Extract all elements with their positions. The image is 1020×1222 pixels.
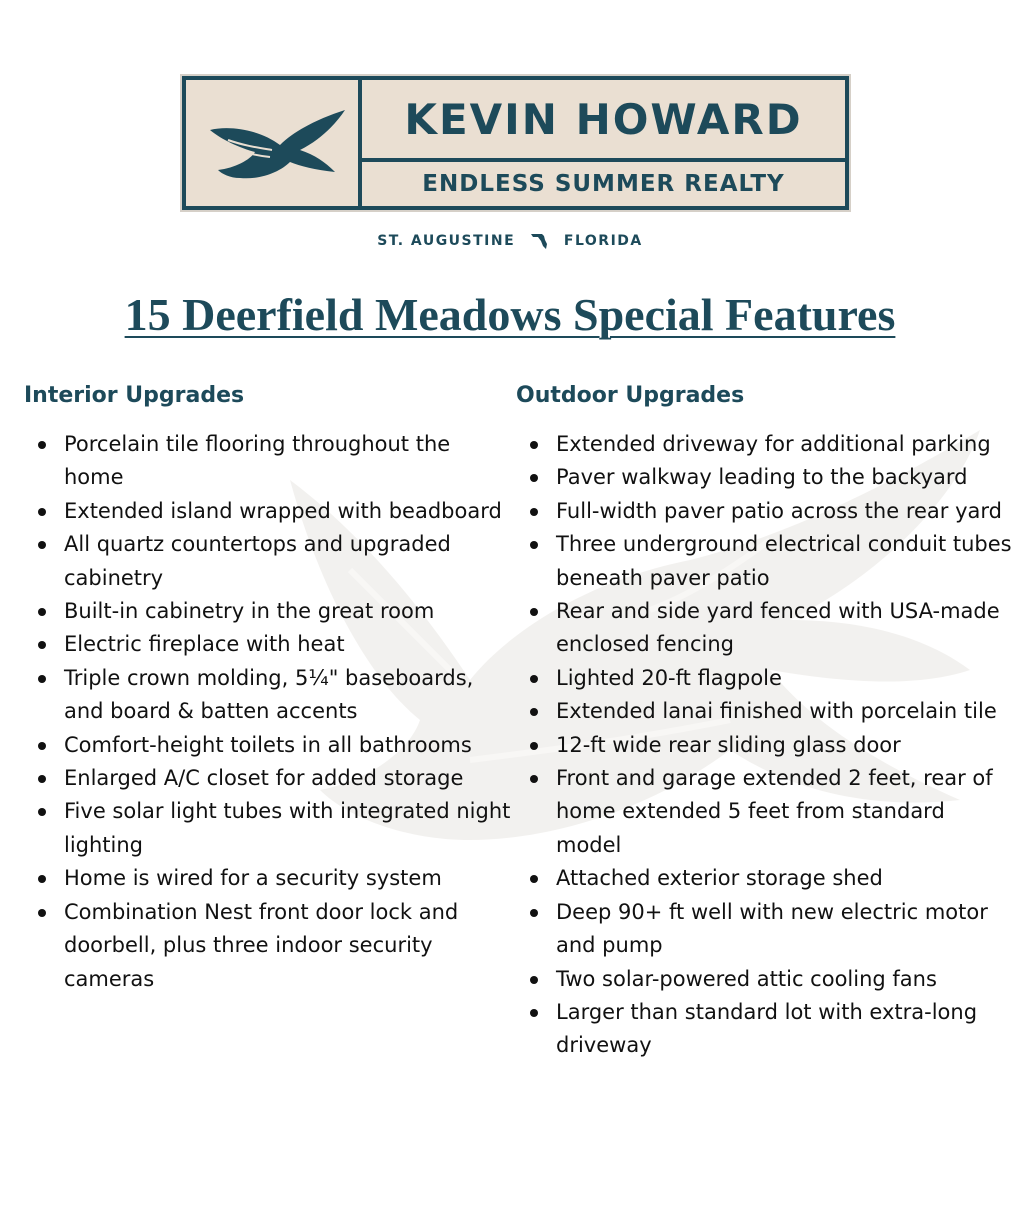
list-item-text: Front and garage extended 2 feet, rear of home extended 5 feet from standard model xyxy=(556,766,993,857)
list-item xyxy=(516,528,1012,595)
list-item xyxy=(516,862,1012,895)
list-item-text: Larger than standard lot with extra-long driveway xyxy=(556,999,978,1058)
list-item xyxy=(24,662,516,729)
bullet-icon xyxy=(38,675,46,683)
list-item xyxy=(24,896,516,996)
bullet-icon xyxy=(38,875,46,883)
list-item xyxy=(24,528,516,595)
bullet-icon xyxy=(530,775,538,783)
bullet-icon xyxy=(530,976,538,984)
tagline-city: ST. AUGUSTINE xyxy=(377,233,516,249)
bullet-icon xyxy=(38,742,46,750)
bullet-icon xyxy=(38,508,46,516)
outdoor-upgrades-section xyxy=(516,380,1012,1063)
florida-state-icon xyxy=(530,232,550,250)
list-item xyxy=(516,963,1012,996)
list-item-text: Comfort-height toilets in all bathrooms xyxy=(64,732,472,757)
list-item-text: Electric fireplace with heat xyxy=(64,632,345,657)
page-title: 15 Deerfield Meadows Special Features xyxy=(124,289,896,340)
list-item xyxy=(516,695,1012,728)
list-item xyxy=(24,495,516,528)
list-item-text: Extended lanai finished with porcelain tile xyxy=(556,699,997,724)
list-item xyxy=(24,729,516,762)
list-item-text: Full-width paver patio across the rear yard xyxy=(556,498,1002,523)
realty-logo xyxy=(182,76,849,210)
list-item xyxy=(24,795,516,862)
tagline-state: FLORIDA xyxy=(563,233,643,249)
bullet-icon xyxy=(38,775,46,783)
list-item xyxy=(516,729,1012,762)
list-item-text: Five solar light tubes with integrated night lighting xyxy=(64,799,511,857)
list-item xyxy=(24,428,516,495)
interior-list xyxy=(24,428,516,996)
list-item-text: 12-ft wide rear sliding glass door xyxy=(556,732,901,757)
logo-tagline xyxy=(0,232,1020,250)
list-item-text: Triple crown molding, 5¼" baseboards, and board & batten accents xyxy=(64,665,474,724)
logo-subtitle: ENDLESS SUMMER REALTY xyxy=(422,171,785,197)
list-item-text: Built-in cabinetry in the great room xyxy=(64,599,435,624)
bullet-icon xyxy=(530,441,538,449)
bullet-icon xyxy=(38,641,46,649)
bullet-icon xyxy=(38,608,46,616)
list-item-text: Extended island wrapped with beadboard xyxy=(64,498,502,523)
bullet-icon xyxy=(530,708,538,716)
list-item-text: Extended driveway for additional parking xyxy=(556,432,991,456)
bullet-icon xyxy=(530,541,538,549)
bullet-icon xyxy=(530,1009,538,1017)
list-item-text: All quartz countertops and upgraded cabinetry xyxy=(64,532,451,590)
list-item-text: Attached exterior storage shed xyxy=(556,866,883,891)
bullet-icon xyxy=(530,909,538,917)
list-item xyxy=(24,762,516,795)
bullet-icon xyxy=(38,441,46,449)
list-item-text: Paver walkway leading to the backyard xyxy=(556,465,968,490)
list-item xyxy=(516,495,1012,528)
list-item-text: Deep 90+ ft well with new electric motor and pump xyxy=(556,899,988,958)
bullet-icon xyxy=(38,909,46,917)
bullet-icon xyxy=(38,808,46,816)
bullet-icon xyxy=(530,474,538,482)
list-item-text: Enlarged A/C closet for added storage xyxy=(64,766,464,791)
interior-upgrades-section xyxy=(24,380,516,996)
pelican-logo-icon xyxy=(186,80,362,206)
list-item-text: Rear and side yard fenced with USA-made enclosed fencing xyxy=(556,599,1000,657)
list-item xyxy=(516,662,1012,695)
list-item xyxy=(516,428,1012,461)
bullet-icon xyxy=(530,742,538,750)
list-item-text: Lighted 20-ft flagpole xyxy=(556,665,782,690)
list-item-text: Two solar-powered attic cooling fans xyxy=(556,966,937,991)
outdoor-list xyxy=(516,428,1012,1063)
list-item-text: Combination Nest front door lock and doorbell, plus three indoor security cameras xyxy=(64,899,459,991)
list-item xyxy=(516,996,1012,1063)
list-item xyxy=(24,862,516,895)
bullet-icon xyxy=(530,608,538,616)
list-item-text: Home is wired for a security system xyxy=(64,866,442,891)
bullet-icon xyxy=(530,508,538,516)
list-item xyxy=(516,762,1012,862)
list-item xyxy=(24,628,516,661)
list-item xyxy=(24,595,516,628)
list-item xyxy=(516,896,1012,963)
list-item xyxy=(516,595,1012,662)
list-item xyxy=(516,461,1012,494)
interior-heading: Interior Upgrades xyxy=(24,383,245,408)
logo-name: KEVIN HOWARD xyxy=(362,80,845,162)
outdoor-heading: Outdoor Upgrades xyxy=(516,383,745,408)
list-item-text: Three underground electrical conduit tubes beneath paver patio xyxy=(556,532,1012,590)
bullet-icon xyxy=(530,875,538,883)
bullet-icon xyxy=(38,541,46,549)
bullet-icon xyxy=(530,675,538,683)
list-item-text: Porcelain tile flooring throughout the home xyxy=(64,432,451,490)
